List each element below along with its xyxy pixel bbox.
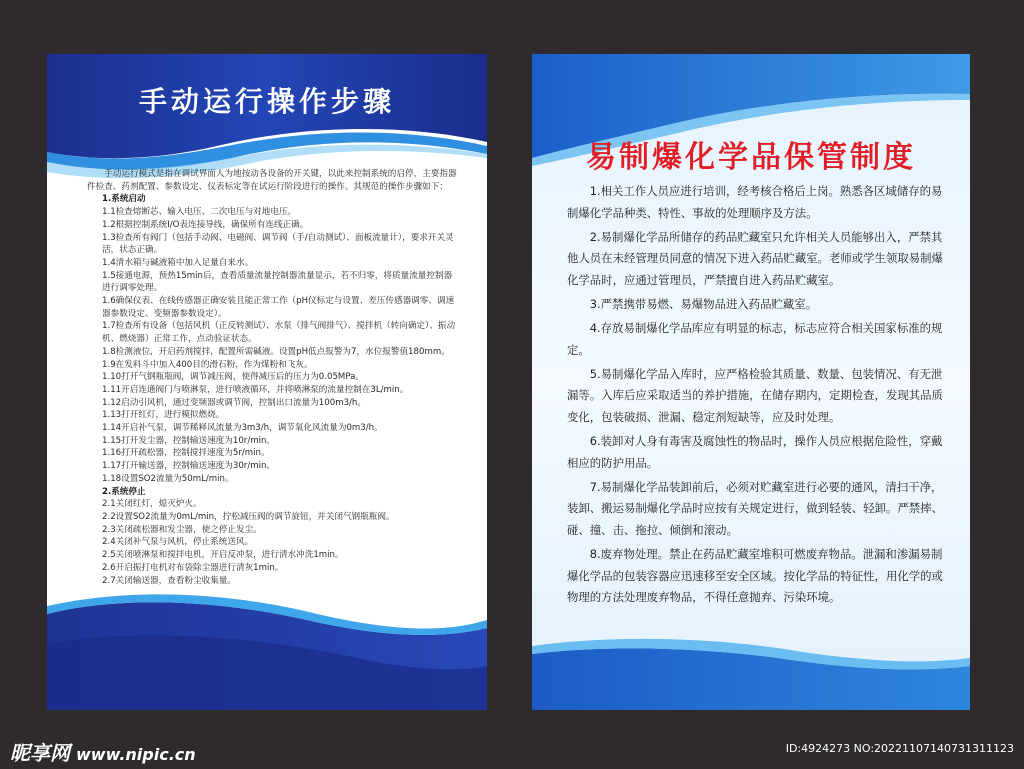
step-item: 1.7检查所有设备（包括风机（正反转测试）、水泵（排气阀排气）、搅拌机（转向确定）、振动机、燃烧器）正常工作，点动验证状态。: [102, 321, 456, 345]
step-item: 1.5接通电源，预热15min后，查看质量流量控制器流量显示，若不归零，将质量流量控制器进行调零处理。: [102, 270, 453, 294]
step-item: 2.2设置SO2流量为0mL/min，拧松减压阀的调节旋钮，并关闭气钢瓶瓶阀。: [102, 511, 395, 522]
step-item: 1.15打开发尘器，控制输送速度为10r/min。: [102, 435, 276, 446]
rule-paragraph: 4.存放易制爆化学品库应有明显的标志，标志应符合相关国家标准的规定。: [567, 321, 943, 357]
image-id-code: ID:4924273 NO:20221107140731311123: [785, 742, 1014, 755]
step-item: 2.6开启振打电机对布袋除尘器进行清灰1min。: [102, 562, 284, 573]
step-item: 1.6确保仪表、在线传感器正确安装且能正常工作（pH仪标定与设置、差压传感器调零、调速器参数设定、变频器参数设定）。: [102, 296, 455, 319]
step-item: 1.16打开疏松器，控制搅拌速度为5r/min。: [102, 448, 270, 459]
step-item: 1.14开启补气泵，调节稀释风流量为3m3/h，调节氧化风流量为0m3/h。: [102, 423, 383, 434]
intro-paragraph: 手动运行模式是指在调试界面人为地按动各设备的开关键，以此来控制系统的启停，主要指器件检查、药剂配置、参数设定、仪表标定等在试运行阶段进行的操作。其规范的操作步骤如下：: [87, 169, 457, 192]
step-item: 1.8检测液位，开启药剂搅拌，配置所需碱液。设置pH低点报警为7，水位报警值180mm。: [102, 346, 450, 357]
step-item: 1.18设置SO2流量为50mL/min。: [102, 473, 234, 484]
rule-paragraph: 1.相关工作人员应进行培训，经考核合格后上岗。熟悉各区域储存的易制爆化学品种类、特性、事故的处理顺序及方法。: [567, 184, 943, 220]
step-item: 1.1检查熔断芯、输入电压、二次电压与对地电压。: [102, 207, 297, 218]
right-board: [532, 54, 970, 710]
step-item: 1.17打开输送器，控制输送速度为30r/min。: [102, 461, 276, 472]
left-board: [47, 54, 487, 710]
left-board-title: 手动运行操作步骤: [138, 85, 395, 118]
watermark-brand: 昵享网: [10, 741, 70, 765]
step-item: 1.10打开气钢瓶瓶阀，调节减压阀，使得减压后的压力为0.05MPa。: [102, 372, 364, 383]
right-board-title: 易制爆化学品保管制度: [586, 140, 916, 175]
right-board-body: [567, 181, 943, 611]
rule-paragraph: 8.废弃物处理。禁止在药品贮藏室堆积可燃废弃物品。泄漏和渗漏易制爆化学品的包装容器应迅速移至安全区域。按化学品的特征性，用化学的或物理的方法处理废弃物品，不得任意抛弃、污染环境。: [567, 547, 943, 605]
step-item: 1.11开启连通阀门与喷淋泵，进行喷液循环，并将喷淋泵的流量控制在3L/min。: [102, 384, 409, 395]
step-item: 2.3关闭疏松器和发尘器，使之停止发尘。: [102, 524, 262, 535]
rule-paragraph: 3.严禁携带易燃、易爆物品进入药品贮藏室。: [589, 296, 818, 311]
section-heading-start: 1.系统启动: [102, 194, 146, 205]
step-item: 1.9在发料斗中加入400目的滑石粉，作为煤粉和飞灰。: [102, 359, 313, 370]
rule-paragraph: 6.装卸对人身有毒害及腐蚀性的物品时，操作人员应根据危险性，穿戴相应的防护用品。: [567, 434, 943, 470]
left-board-body: [87, 168, 459, 587]
step-item: 2.5关闭喷淋泵和搅拌电机，开启反冲泵，进行清水冲洗1min。: [102, 550, 344, 561]
rule-paragraph: 7.易制爆化学品装卸前后，必须对贮藏室进行必要的通风，清扫干净，装卸、搬运易制爆化学品时应按有关规定进行，做到轻装、轻卸。严禁摔、碰、撞、击、拖拉、倾倒和滚动。: [567, 479, 943, 537]
step-item: 1.12启动引风机，通过变频器或调节阀，控制出口流量为100m3/h。: [102, 397, 366, 408]
step-item: 1.13打开红灯，进行模拟燃烧。: [102, 410, 225, 421]
step-item: 1.3检查所有阀门（包括手动阀、电磁阀、调节阀（手/自动测试）、面板流量计），要求开关灵活，状态正确。: [102, 232, 454, 256]
rule-paragraph: 2.易制爆化学品所储存的药品贮藏室只允许相关人员能够出入，严禁其他人员在未经管理员同意的情况下进入药品贮藏室。老师或学生领取易制爆化学品时，应通过管理员，严禁擅自进入药品贮藏室。: [567, 229, 943, 287]
watermark-logo: [10, 737, 196, 766]
step-item: 1.4清水箱与碱液箱中加入足量自来水。: [102, 257, 254, 268]
rule-paragraph: 5.易制爆化学品入库时，应严格检验其质量、数量、包装情况、有无泄漏等。入库后应采取适当的养护措施，在储存期内，定期检查，发现其品质变化，包装破损、泄漏、稳定剂短缺等，应及时处理。: [567, 366, 943, 424]
step-item: 2.4关闭补气泵与风机，停止系统送风。: [102, 537, 254, 548]
step-item: 1.2根据控制系统I/O表连接导线，确保所有连线正确。: [102, 219, 309, 230]
step-item: 2.1关闭红灯，熄灭炉火。: [102, 499, 202, 510]
watermark-url: www.nipic.cn: [76, 745, 196, 764]
section-heading-stop: 2.系统停止: [102, 486, 146, 497]
step-item: 2.7关闭输送器，查看粉尘收集量。: [102, 575, 236, 586]
